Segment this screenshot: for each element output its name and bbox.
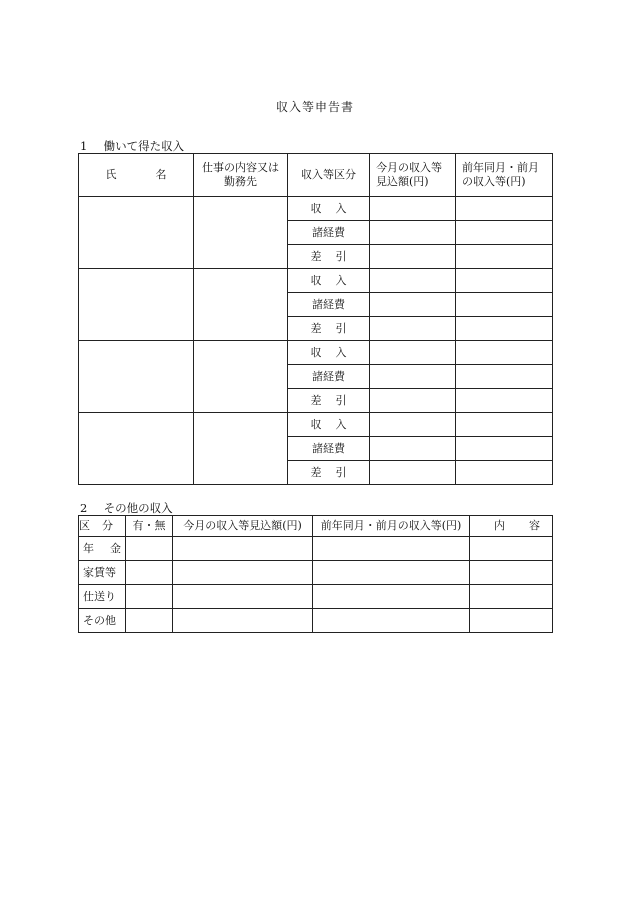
name-cell[interactable] <box>79 269 194 341</box>
presence-cell[interactable] <box>126 585 173 609</box>
prior-income-cell[interactable] <box>456 341 553 365</box>
table-row <box>79 269 553 293</box>
prior-income-cell[interactable] <box>456 269 553 293</box>
section-2-title: その他の収入 <box>103 501 173 515</box>
job-cell[interactable] <box>194 413 288 485</box>
prior-difference-cell[interactable] <box>456 245 553 269</box>
this-month-difference-cell[interactable] <box>370 245 456 269</box>
content-cell[interactable] <box>470 537 553 561</box>
this-month-expenses-cell[interactable] <box>370 293 456 317</box>
job-cell[interactable] <box>194 341 288 413</box>
prior-expenses-cell[interactable] <box>456 221 553 245</box>
other-income-table <box>78 515 564 633</box>
section-1-number: 1 <box>80 139 88 153</box>
earned-income-table <box>78 153 553 485</box>
this-month-cell[interactable] <box>173 537 313 561</box>
row-label-allowance: 仕送り <box>79 585 126 609</box>
header-prior: 前年同月・前月の収入等(円) <box>313 516 470 537</box>
content-cell[interactable] <box>470 609 553 633</box>
header-this-month: 今月の収入等 見込額(円) <box>370 154 456 197</box>
table-row <box>79 341 553 365</box>
prior-income-cell[interactable] <box>456 413 553 437</box>
row-label-other: その他 <box>79 609 126 633</box>
row-label-income: 収入 <box>288 197 370 221</box>
header-job: 仕事の内容又は 勤務先 <box>194 154 288 197</box>
header-category: 区分 <box>79 516 126 537</box>
name-cell[interactable] <box>79 341 194 413</box>
this-month-cell[interactable] <box>173 585 313 609</box>
presence-cell[interactable] <box>126 561 173 585</box>
table-header-row <box>79 154 553 197</box>
prior-income-cell[interactable] <box>456 197 553 221</box>
this-month-cell[interactable] <box>173 561 313 585</box>
prior-difference-cell[interactable] <box>456 389 553 413</box>
prior-cell[interactable] <box>313 537 470 561</box>
row-label-income: 収入 <box>288 269 370 293</box>
header-name: 氏 名 <box>79 154 194 197</box>
this-month-income-cell[interactable] <box>370 269 456 293</box>
row-label-expenses: 諸経費 <box>288 293 370 317</box>
prior-expenses-cell[interactable] <box>456 293 553 317</box>
table-row <box>79 585 553 609</box>
table-row <box>79 413 553 437</box>
header-prior: 前年同月・前月 の収入等(円) <box>456 154 553 197</box>
this-month-income-cell[interactable] <box>370 341 456 365</box>
this-month-difference-cell[interactable] <box>370 389 456 413</box>
row-label-difference: 差引 <box>288 461 370 485</box>
prior-expenses-cell[interactable] <box>456 365 553 389</box>
prior-expenses-cell[interactable] <box>456 437 553 461</box>
content-cell[interactable] <box>470 585 553 609</box>
table-row <box>79 561 553 585</box>
this-month-expenses-cell[interactable] <box>370 365 456 389</box>
prior-difference-cell[interactable] <box>456 317 553 341</box>
row-label-expenses: 諸経費 <box>288 365 370 389</box>
table-row <box>79 537 553 561</box>
row-label-income: 収入 <box>288 413 370 437</box>
row-label-expenses: 諸経費 <box>288 437 370 461</box>
prior-cell[interactable] <box>313 609 470 633</box>
presence-cell[interactable] <box>126 609 173 633</box>
name-cell[interactable] <box>79 413 194 485</box>
this-month-expenses-cell[interactable] <box>370 221 456 245</box>
document-title: 収入等申告書 <box>275 100 354 114</box>
job-cell[interactable] <box>194 269 288 341</box>
table-row <box>79 197 553 221</box>
row-label-difference: 差引 <box>288 317 370 341</box>
section-1-title: 働いて得た収入 <box>103 139 185 153</box>
row-label-rent: 家賃等 <box>79 561 126 585</box>
row-label-difference: 差引 <box>288 389 370 413</box>
prior-cell[interactable] <box>313 561 470 585</box>
row-label-pension: 年金 <box>79 537 126 561</box>
this-month-difference-cell[interactable] <box>370 317 456 341</box>
job-cell[interactable] <box>194 197 288 269</box>
header-content: 内容 <box>470 516 553 537</box>
row-label-income: 収入 <box>288 341 370 365</box>
table-header-row <box>79 516 553 537</box>
header-category: 収入等区分 <box>288 154 370 197</box>
this-month-cell[interactable] <box>173 609 313 633</box>
header-presence: 有・無 <box>126 516 173 537</box>
section-2-heading <box>80 500 173 516</box>
prior-cell[interactable] <box>313 585 470 609</box>
header-this-month: 今月の収入等見込額(円) <box>173 516 313 537</box>
table-row <box>79 609 553 633</box>
section-2-number: 2 <box>80 501 88 515</box>
this-month-expenses-cell[interactable] <box>370 437 456 461</box>
this-month-income-cell[interactable] <box>370 413 456 437</box>
content-cell[interactable] <box>470 561 553 585</box>
section-1-heading <box>80 138 184 154</box>
row-label-difference: 差引 <box>288 245 370 269</box>
this-month-difference-cell[interactable] <box>370 461 456 485</box>
this-month-income-cell[interactable] <box>370 197 456 221</box>
prior-difference-cell[interactable] <box>456 461 553 485</box>
name-cell[interactable] <box>79 197 194 269</box>
row-label-expenses: 諸経費 <box>288 221 370 245</box>
